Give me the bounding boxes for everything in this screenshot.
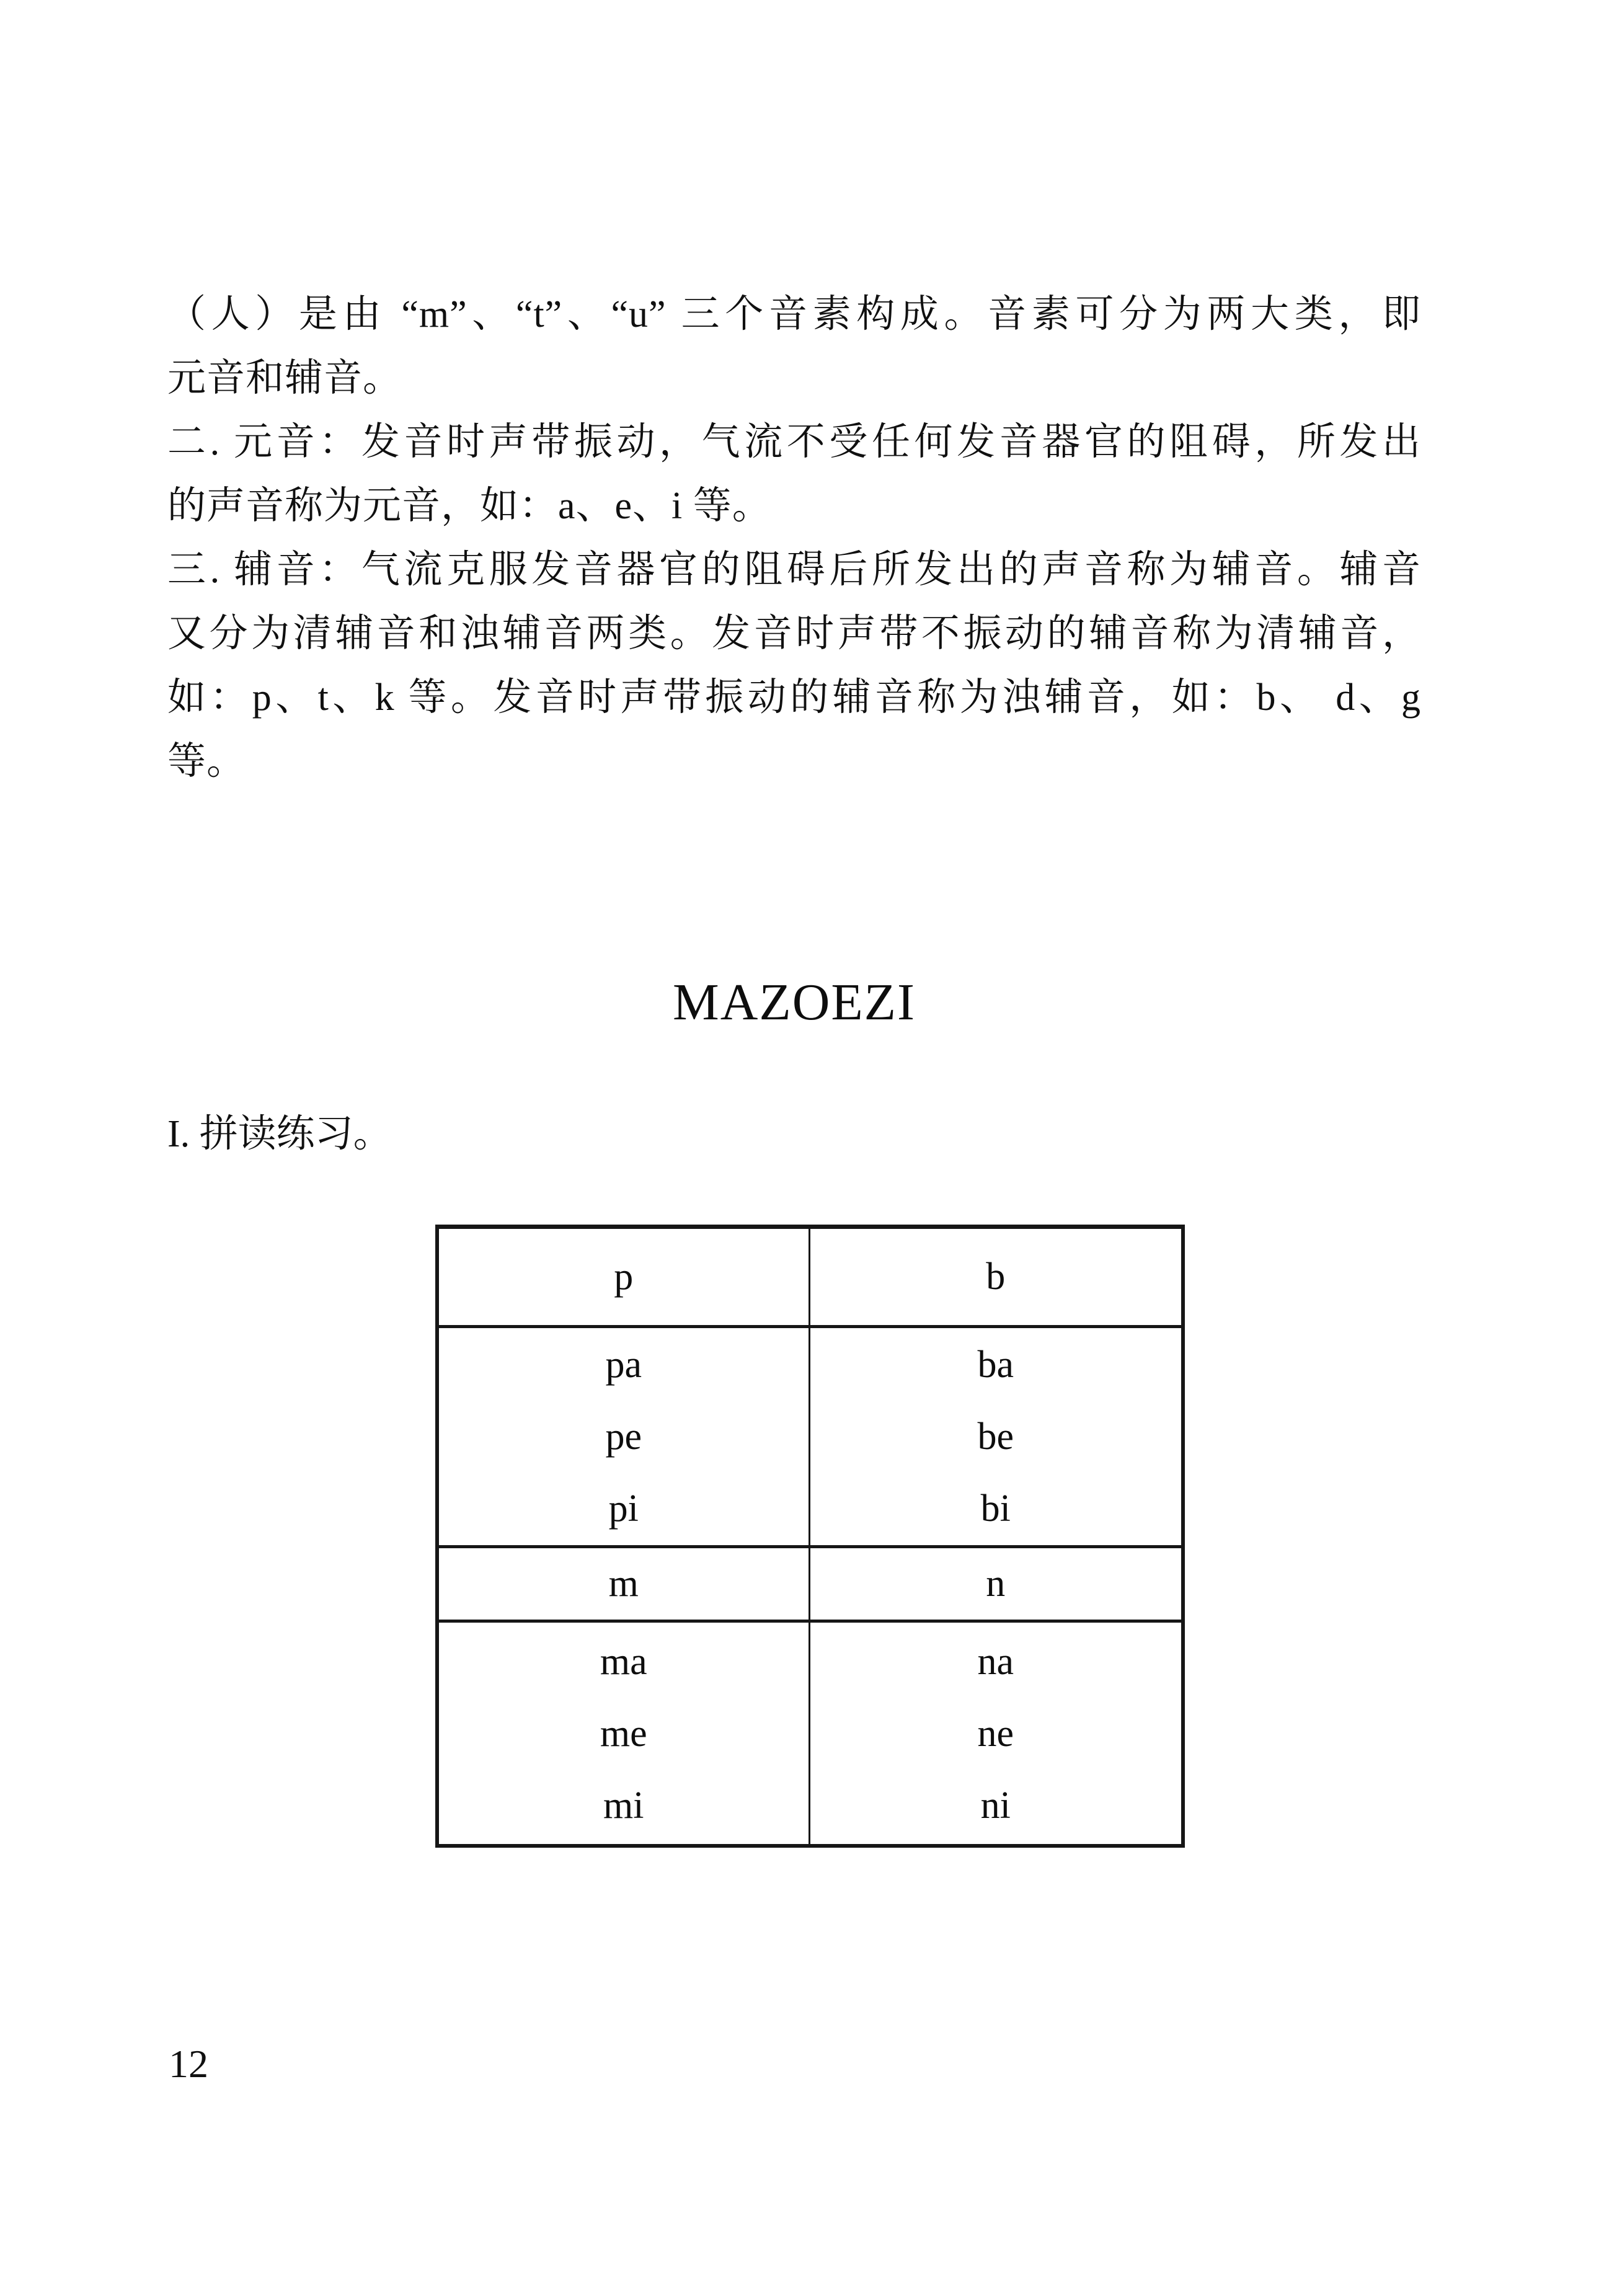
paragraph-line: 又分为清辅音和浊辅音两类。发音时声带不振动的辅音称为清辅音， [167,613,1421,655]
syllable: ma [600,1640,647,1683]
syllable: be [977,1416,1014,1458]
syllable: bi [980,1487,1011,1530]
syllable: ni [980,1784,1011,1827]
paragraph-line: 的声音称为元音，如：a、e、i 等。 [167,485,771,527]
table-cell-syllables [439,1328,810,1548]
paragraph-line: 三. 辅音：气流克服发音器官的阻碍后所发出的声音称为辅音。辅音 [167,549,1421,591]
exercise-1-label: I. 拼读练习。 [167,1113,392,1155]
syllable: pi [608,1487,639,1530]
section-heading-mazoezi: MAZOEZI [673,973,916,1031]
syllable: ne [977,1712,1014,1755]
pronunciation-drill-table [435,1225,1185,1848]
table-cell-consonant: n [810,1548,1182,1623]
table-cell-consonant: p [439,1229,810,1328]
paragraph-line: （人）是由 “m”、“t”、“u” 三个音素构成。音素可分为两大类，即 [167,293,1421,335]
syllable: ba [977,1344,1014,1386]
table-cell-syllables [810,1328,1182,1548]
phonetics-paragraphs [167,283,1421,794]
table-cell-consonant: m [439,1548,810,1623]
syllable: mi [603,1784,644,1827]
paragraph-line: 如：p、t、k 等。发音时声带振动的辅音称为浊辅音，如：b、 d、g [167,676,1421,719]
table-cell-consonant: b [810,1229,1182,1328]
page-number: 12 [169,2042,208,2086]
syllable: me [600,1712,647,1755]
paragraph-line: 等。 [167,740,246,782]
paragraph-line: 元音和辅音。 [167,357,402,399]
syllable: na [977,1640,1014,1683]
paragraph-line: 二. 元音：发音时声带振动，气流不受任何发音器官的阻碍，所发出 [167,421,1421,463]
syllable: pe [605,1416,642,1458]
table-cell-syllables [810,1623,1182,1844]
syllable: pa [605,1344,642,1386]
table-cell-syllables [439,1623,810,1844]
